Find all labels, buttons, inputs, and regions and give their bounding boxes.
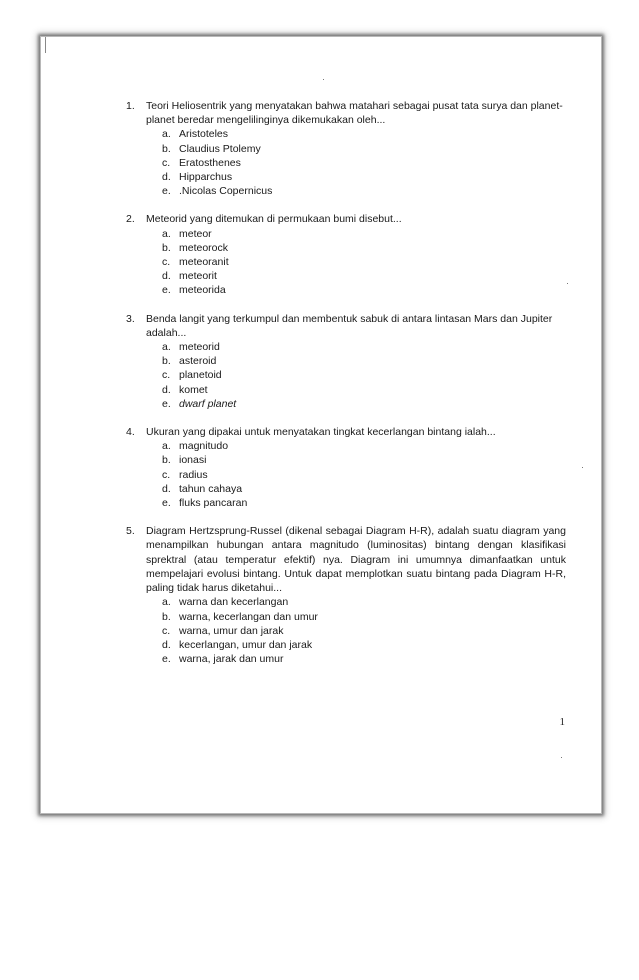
option-b	[162, 241, 566, 255]
option-list	[162, 595, 566, 666]
option-c	[162, 255, 566, 269]
page-number: 1	[559, 716, 565, 728]
question-4	[126, 425, 566, 510]
option-letter: c.	[162, 468, 171, 481]
question-3	[126, 312, 566, 411]
option-text: magnitudo	[179, 440, 229, 453]
option-text: meteorid	[179, 341, 220, 354]
option-letter: c.	[162, 156, 171, 169]
option-b	[162, 142, 566, 156]
option-letter: a.	[162, 128, 171, 141]
option-letter: d.	[162, 270, 171, 283]
option-text: warna, umur dan jarak	[179, 624, 284, 637]
option-a	[162, 227, 566, 241]
option-list	[162, 227, 566, 298]
option-letter: c.	[162, 256, 171, 269]
question-1	[126, 99, 566, 198]
option-text: radius	[179, 468, 208, 481]
option-letter: e.	[162, 497, 171, 510]
document-page	[40, 36, 602, 814]
scan-speck	[582, 467, 583, 468]
option-letter: e.	[162, 284, 171, 297]
option-e	[162, 652, 566, 666]
question-text: Ukuran yang dipakai untuk menyatakan tingkat kecerlangan bintang ialah...	[146, 426, 496, 439]
scan-speck	[323, 79, 324, 80]
option-letter: d.	[162, 638, 171, 651]
option-letter: e.	[162, 653, 171, 666]
option-letter: b.	[162, 241, 171, 254]
option-text: Hipparchus	[179, 171, 233, 184]
option-text: .Nicolas Copernicus	[179, 185, 273, 198]
option-text: tahun cahaya	[179, 482, 243, 495]
option-a	[162, 439, 566, 453]
question-list	[126, 99, 566, 680]
option-a	[162, 127, 566, 141]
option-text: meteorock	[179, 241, 229, 254]
option-d	[162, 482, 566, 496]
option-text: komet	[179, 383, 208, 396]
option-letter: b.	[162, 610, 171, 623]
question-number: 4.	[126, 426, 135, 439]
option-text: warna dan kecerlangan	[179, 596, 289, 609]
option-text: fluks pancaran	[179, 497, 248, 510]
option-e	[162, 397, 566, 411]
option-text: meteorida	[179, 284, 226, 297]
question-text: Benda langit yang terkumpul dan membentuk sabuk di antara lintasan Mars dan Jupiter adalah...	[146, 312, 553, 339]
question-2	[126, 212, 566, 297]
option-a	[162, 595, 566, 609]
option-letter: c.	[162, 624, 171, 637]
option-letter: d.	[162, 482, 171, 495]
option-letter: a.	[162, 341, 171, 354]
option-a	[162, 340, 566, 354]
question-text: Teori Heliosentrik yang menyatakan bahwa matahari sebagai pusat tata surya dan planet-planet beredar mengelilinginya dikemukakan oleh...	[146, 100, 563, 127]
scan-speck	[561, 757, 562, 758]
question-5	[126, 524, 566, 666]
option-letter: a.	[162, 440, 171, 453]
option-text: warna, jarak dan umur	[179, 653, 284, 666]
option-text: Eratosthenes	[179, 156, 241, 169]
option-b	[162, 453, 566, 467]
option-letter: b.	[162, 142, 171, 155]
option-b	[162, 610, 566, 624]
scan-speck	[567, 283, 568, 284]
option-letter: a.	[162, 596, 171, 609]
option-text: Claudius Ptolemy	[179, 142, 261, 155]
option-text: kecerlangan, umur dan jarak	[179, 638, 313, 651]
option-d	[162, 638, 566, 652]
option-letter: b.	[162, 454, 171, 467]
option-list	[162, 439, 566, 510]
option-c	[162, 156, 566, 170]
option-d	[162, 170, 566, 184]
option-text: warna, kecerlangan dan umur	[179, 610, 318, 623]
option-list	[162, 127, 566, 198]
option-letter: e.	[162, 397, 171, 410]
question-number: 5.	[126, 525, 135, 538]
option-d	[162, 383, 566, 397]
option-letter: c.	[162, 369, 171, 382]
question-number: 1.	[126, 100, 135, 112]
question-text: Diagram Hertzsprung-Russel (dikenal sebagai Diagram H-R), adalah suatu diagram yang menampilkan hubungan antara magnitudo (luminositas) bintang dengan klasifikasi sprektral (atau temperatur efektif) nya. Diagram ini umumnya dimanfaatkan untuk mempelajari evolusi bintang. Untuk dapat memplotkan suatu bintang pada Diagram H-R, paling tidak harus diketahui...	[146, 525, 566, 595]
option-c	[162, 468, 566, 482]
option-d	[162, 269, 566, 283]
option-text: ionasi	[179, 454, 207, 467]
option-letter: a.	[162, 227, 171, 240]
option-list	[162, 340, 566, 411]
option-c	[162, 624, 566, 638]
option-letter: e.	[162, 185, 171, 198]
option-text: dwarf planet	[179, 397, 237, 410]
option-text: asteroid	[179, 355, 217, 368]
option-text: planetoid	[179, 369, 222, 382]
scan-edge-mark	[45, 37, 46, 53]
option-letter: d.	[162, 171, 171, 184]
question-text: Meteorid yang ditemukan di permukaan bumi disebut...	[146, 213, 402, 226]
question-number: 2.	[126, 213, 135, 226]
option-text: meteor	[179, 227, 212, 240]
option-b	[162, 354, 566, 368]
question-number: 3.	[126, 312, 135, 325]
option-c	[162, 368, 566, 382]
option-e	[162, 283, 566, 297]
option-e	[162, 496, 566, 510]
option-letter: b.	[162, 355, 171, 368]
option-letter: d.	[162, 383, 171, 396]
option-text: Aristoteles	[179, 128, 229, 141]
option-text: meteoranit	[179, 256, 229, 269]
option-text: meteorit	[179, 270, 217, 283]
option-e	[162, 184, 566, 198]
